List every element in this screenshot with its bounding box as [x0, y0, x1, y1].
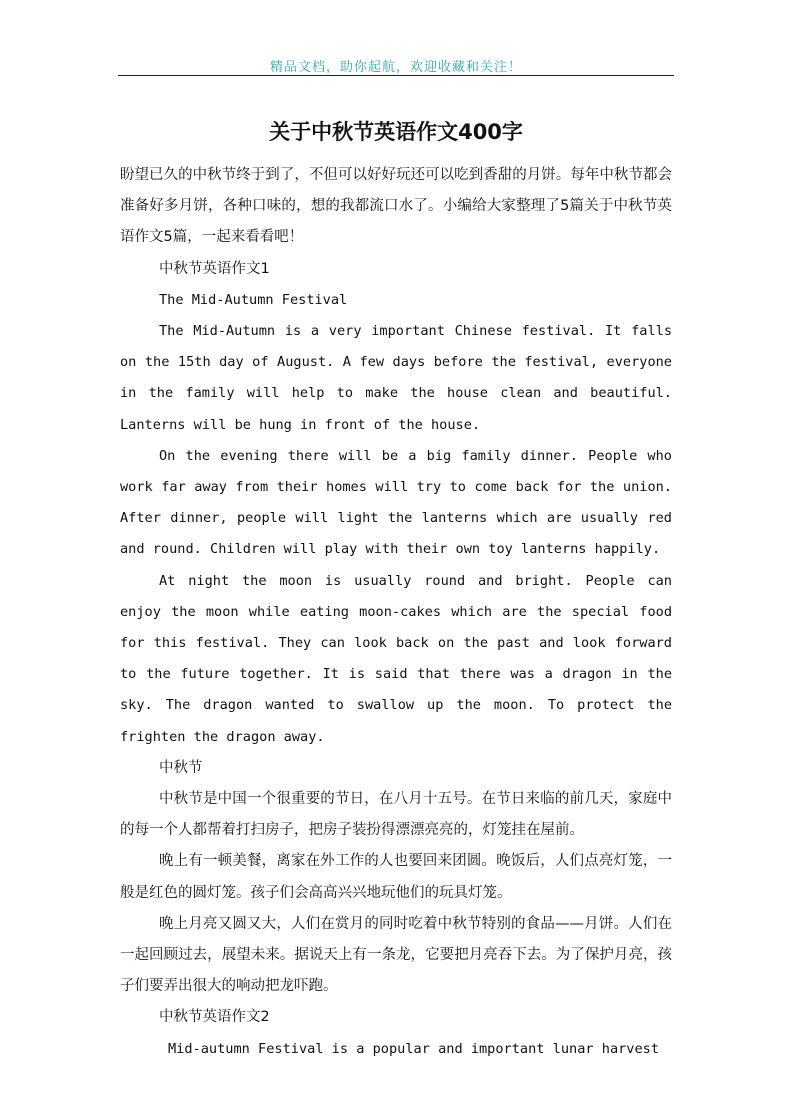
chinese-translation-title: 中秋节 [159, 759, 203, 776]
section-heading-essay-2: 中秋节英语作文2 [159, 1009, 270, 1026]
header-divider [118, 75, 674, 76]
intro-paragraph: 盼望已久的中秋节终于到了，不但可以好好玩还可以吃到香甜的月饼。每年中秋节都会准备好多月饼，各种口味的，想的我都流口水了。小编给大家整理了5篇关于中秋节英语作文5篇，一起来看看吧！ [120, 167, 672, 246]
chinese-paragraph-3: 晚上月亮又圆又大，人们在赏月的同时吃着中秋节特别的食品——月饼。人们在一起回顾过去，展望未来。据说天上有一条龙，它要把月亮吞下去。为了保护月亮，孩子们要弄出很大的响动把龙吓跑。 [120, 915, 672, 995]
english-paragraph-3: At night the moon is usually round and bright. People can enjoy the moon while eating moon-cakes which are the special food for this festival. They can look back on the past and look forward to the future together. It is said that there was a dragon in the sky. The dragon wanted to swallow up the moon. To protect the frighten the dragon away. [120, 572, 672, 745]
english-paragraph-1: The Mid-Autumn is a very important Chinese festival. It falls on the 15th day of August. A few days before the festival, everyone in the family will help to make the house clean and beautiful. Lanterns will be hung in front of the house. [120, 323, 672, 433]
header-note: 精品文档，助你起航，欢迎收藏和关注！ [269, 60, 522, 75]
chinese-paragraph-2: 晚上有一顿美餐，离家在外工作的人也要回来团圆。晚饭后，人们点亮灯笼，一般是红色的圆灯笼。孩子们会高高兴兴地玩他们的玩具灯笼。 [120, 853, 672, 901]
document-title: 关于中秋节英语作文400字 [269, 120, 523, 144]
english-paragraph-2: On the evening there will be a big family dinner. People who work far away from their homes will try to come back for the union. After dinner, people will light the lanterns which are usually red and round. Children will play with their own toy lanterns happily. [120, 447, 672, 558]
english-essay-title: The Mid-Autumn Festival [159, 291, 348, 308]
document-body [120, 160, 672, 1065]
english-essay-2-paragraph-1: Mid-autumn Festival is a popular and important lunar harvest [168, 1040, 660, 1057]
section-heading-essay-1: 中秋节英语作文1 [159, 260, 270, 277]
chinese-paragraph-1: 中秋节是中国一个很重要的节日，在八月十五号。在节日来临的前几天，家庭中的每一个人都帮着打扫房子，把房子装扮得漂漂亮亮的，灯笼挂在屋前。 [120, 791, 672, 839]
